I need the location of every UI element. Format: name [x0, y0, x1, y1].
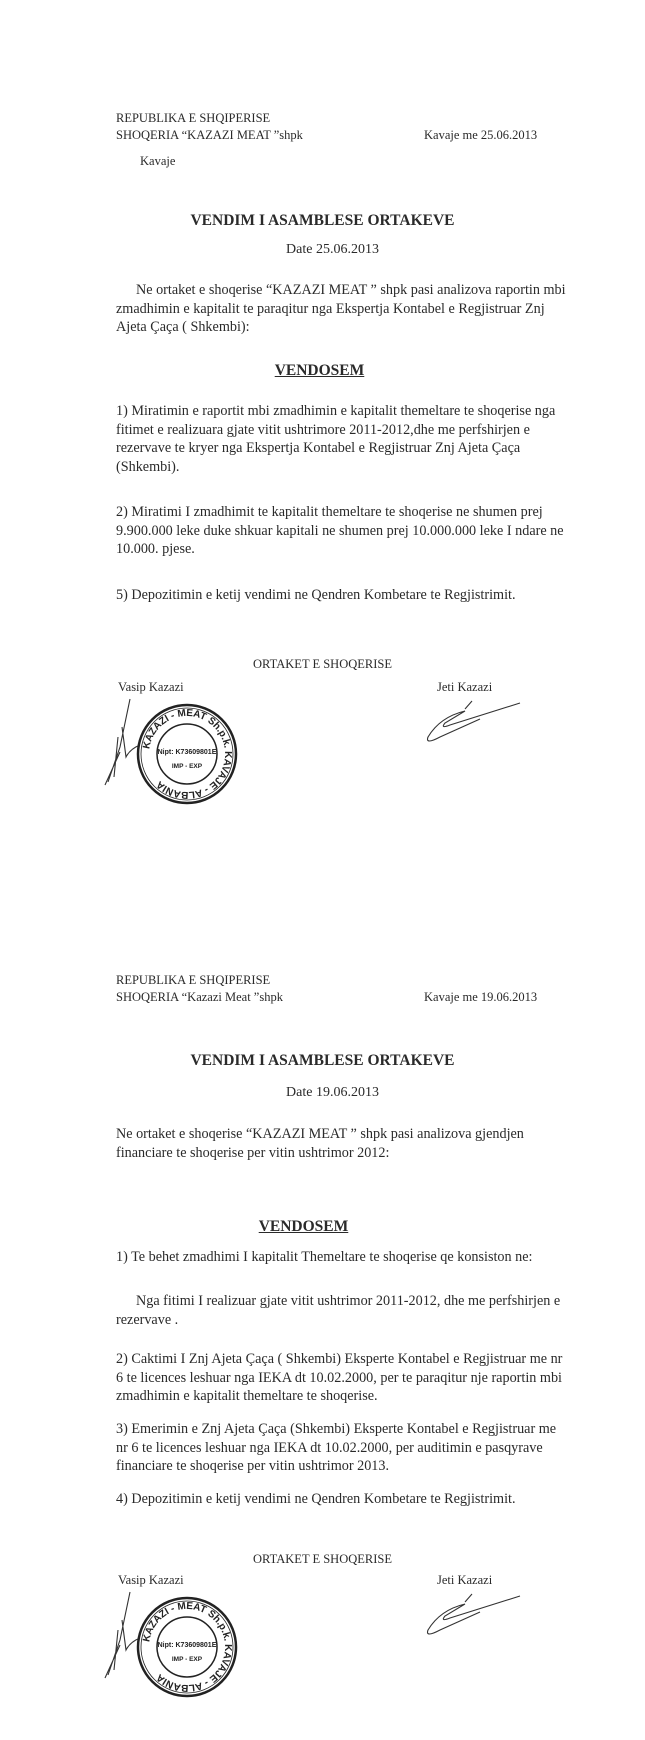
decision-item-5: 5) Depozitimin e ketij vendimi ne Qendren Kombetare te Regjistrimit. — [116, 587, 516, 603]
signer-right-name: Jeti Kazazi — [437, 1573, 493, 1587]
company-stamp — [135, 1595, 239, 1699]
decision-item-3: 3) Emerimin e Znj Ajeta Çaça (Shkembi) Eksperte Kontabel e Regjistruar me nr 6 te licences leshuar nga IEKA dt 10.02.2000, per auditimin e pasqyrave financiare te shoqerise per vitin ushtrimor 2013. — [116, 1421, 557, 1474]
partners-heading: ORTAKET E SHOQERISE — [253, 1552, 392, 1566]
decision-heading: VENDOSEM — [258, 1218, 349, 1235]
intro-paragraph: Ne ortaket e shoqerise “KAZAZI MEAT ” shpk pasi analizova raportin mbi zmadhimin e kapitalit te paraqitur nga Ekspertja Kontabel e Regjistruar Znj Ajeta Çaça ( Shkembi): — [116, 282, 566, 335]
signature-right — [420, 697, 530, 747]
intro-paragraph: Ne ortaket e shoqerise “KAZAZI MEAT ” shpk pasi analizova gjendjen financiare te shoqerise per vitin ushtrimor 2012: — [116, 1126, 524, 1161]
stamp-activity: IMP - EXP — [171, 763, 203, 770]
header-republic: REPUBLIKA E SHQIPERISE — [116, 973, 271, 987]
decision-item-1: 1) Te behet zmadhimi I kapitalit Themeltare te shoqerise qe konsiston ne: — [116, 1249, 533, 1265]
signature-right — [420, 1590, 530, 1640]
stamp-ring-text: KAZAZI - MEAT Sh.p.k. KAVAJE - ALBANIA — [141, 1600, 234, 1694]
decision-item-2: 2) Miratimi I zmadhimit te kapitalit themeltare te shoqerise ne shumen prej 9.900.000 leke duke shkuar kapitali ne shumen prej 10.000.000 leke I ndare ne 10.000. pjese. — [116, 504, 564, 557]
decision-item-1-detail: Nga fitimi I realizuar gjate vitit ushtrimor 2011-2012, dhe me perfshirjen e rezervave . — [116, 1293, 561, 1328]
decision-item-4: 4) Depozitimin e ketij vendimi ne Qendren Kombetare te Regjistrimit. — [116, 1491, 516, 1507]
signer-right-name: Jeti Kazazi — [437, 680, 493, 694]
header-city: Kavaje — [140, 154, 176, 168]
header-company: SHOQERIA “KAZAZI MEAT ”shpk — [116, 128, 303, 142]
header-left — [116, 110, 303, 144]
header-republic: REPUBLIKA E SHQIPERISE — [116, 111, 271, 125]
header-place-date: Kavaje me 19.06.2013 — [424, 990, 538, 1004]
stamp-nipt: Nipt: K73609801E — [157, 1642, 217, 1649]
signer-left-name: Vasip Kazazi — [118, 1573, 184, 1587]
decision-item-1: 1) Miratimin e raportit mbi zmadhimin e kapitalit themeltare te shoqerise nga fitimet e realizuara gjate vitit ushtrimore 2011-2012,dhe me perfshirjen e rezervave te kryer nga Ekspertja Kontabel e Regjistruar Znj Ajeta Çaça (Shkembi). — [116, 403, 556, 475]
header-place-date: Kavaje me 25.06.2013 — [424, 128, 538, 142]
partners-heading: ORTAKET E SHOQERISE — [253, 657, 392, 671]
decision-heading: VENDOSEM — [274, 362, 365, 379]
company-stamp — [135, 702, 239, 806]
signer-left-name: Vasip Kazazi — [118, 680, 184, 694]
document-date: Date 25.06.2013 — [286, 242, 379, 257]
header-left — [116, 972, 283, 1006]
decision-item-2: 2) Caktimi I Znj Ajeta Çaça ( Shkembi) Eksperte Kontabel e Regjistruar me nr 6 te licences leshuar nga IEKA dt 10.02.2000, per te paraqitur nje raportin mbi zmadhimin e kapitalit themeltare te shoqerise. — [116, 1351, 563, 1404]
header-company: SHOQERIA “Kazazi Meat ”shpk — [116, 990, 283, 1004]
document-date: Date 19.06.2013 — [286, 1085, 379, 1100]
stamp-activity: IMP - EXP — [171, 1656, 203, 1663]
document-title: VENDIM I ASAMBLESE ORTAKEVE — [190, 1052, 455, 1069]
stamp-ring-text: KAZAZI - MEAT Sh.p.k. KAVAJE - ALBANIA — [141, 707, 234, 801]
stamp-nipt: Nipt: K73609801E — [157, 749, 217, 756]
document-title: VENDIM I ASAMBLESE ORTAKEVE — [190, 212, 455, 229]
